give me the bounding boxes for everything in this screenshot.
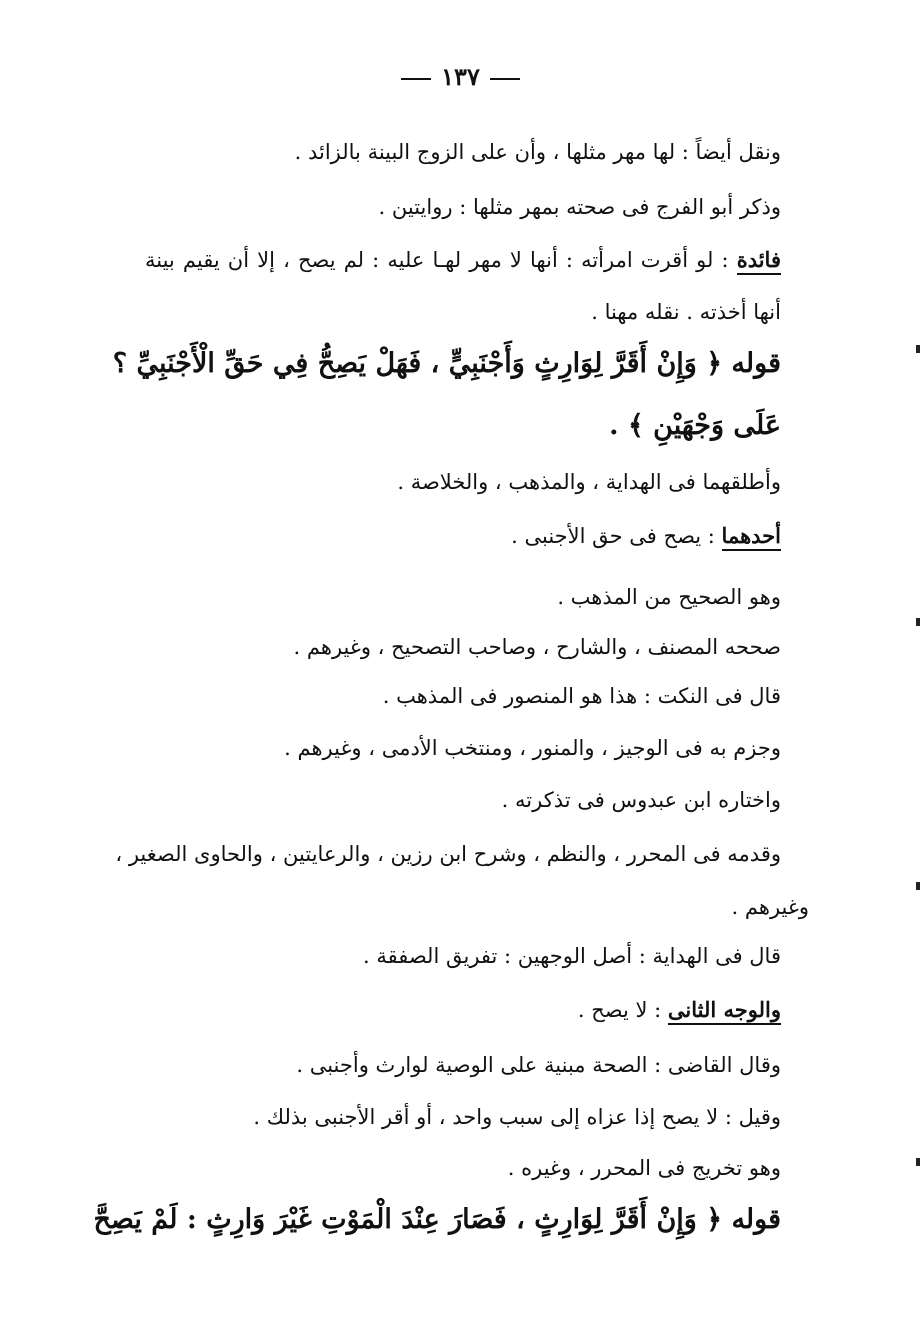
text-line (508, 1148, 781, 1188)
text-line (295, 132, 781, 172)
line-text: وهو تخريج فى المحرر ، وغيره . (507, 1156, 781, 1180)
section-heading: والوجه الثانى (668, 997, 781, 1025)
margin-mark (916, 618, 920, 626)
line-text: وجزم به فى الوجيز ، والمنور ، ومنتخب الأدمى ، وغيرهم . (284, 736, 781, 760)
text-line (578, 990, 781, 1030)
section-heading: أحدهما (722, 523, 781, 551)
line-text: وأطلقهما فى الهداية ، والمذهب ، والخلاصة . (397, 470, 781, 494)
line-text: واختاره ابن عبدوس فى تذكرته . (501, 788, 781, 812)
line-text: قال فى النكت : هذا هو المنصور فى المذهب . (382, 684, 781, 708)
text-line (115, 834, 781, 874)
line-text: وهو الصحيح من المذهب . (557, 585, 781, 609)
margin-mark (916, 1158, 920, 1166)
line-text: ونقل أيضاً : لها مهر مثلها ، وأن على الزوج البينة بالزائد . (294, 140, 781, 164)
text-line (296, 1045, 781, 1085)
quoted-text-line (93, 1196, 781, 1244)
page-number-text: ١٣٧ (441, 62, 480, 91)
line-text: وذكر أبو الفرج فى صحته بمهر مثلها : روايتين . (378, 195, 781, 219)
line-text: قال فى الهداية : أصل الوجهين : تفريق الصفقة . (362, 944, 781, 968)
text-line (363, 936, 781, 976)
line-text: وغيرهم . (731, 895, 809, 919)
section-heading: فائدة (737, 247, 781, 275)
line-text: صححه المصنف ، والشارح ، وصاحب التصحيح ، وغيرهم . (293, 635, 781, 659)
quote-text: عَلَى وَجْهَيْنِ ﴾ . (609, 410, 781, 441)
text-line (145, 240, 781, 280)
text-line (294, 627, 781, 667)
line-text: : لو أقرت امرأته : أنها لا مهر لهـا عليه : لم يصح ، إلا أن يقيم بينة (145, 248, 737, 272)
quote-text: قوله ﴿ وَإِنْ أَقَرَّ لِوَارِثٍ ، فَصَارَ عِنْدَ الْمَوْتِ غَيْرَ وَارِثٍ : لَمْ يَصِحَّ (93, 1204, 781, 1235)
line-text: وقيل : لا يصح إذا عزاه إلى سبب واحد ، أو أقر الأجنبى بذلك . (253, 1105, 781, 1129)
margin-mark (916, 882, 920, 890)
line-text: وقدمه فى المحرر ، والنظم ، وشرح ابن رزين ، والرعايتين ، والحاوى الصغير ، (115, 842, 781, 866)
line-text: وقال القاضى : الصحة مبنية على الوصية لوارث وأجنبى . (296, 1053, 781, 1077)
line-text: : يصح فى حق الأجنبى . (511, 524, 722, 548)
text-line (502, 780, 781, 820)
text-line (732, 887, 809, 927)
text-line (511, 516, 781, 556)
text-line (284, 728, 781, 768)
text-line (383, 676, 781, 716)
page-number (0, 62, 921, 91)
line-text: أنها أخذته . نقله مهنا . (591, 300, 781, 324)
line-text: : لا يصح . (577, 998, 668, 1022)
text-line (591, 292, 781, 332)
text-line (253, 1097, 781, 1137)
quoted-text-line (609, 402, 781, 450)
right-dash (401, 78, 431, 80)
quote-text: قوله ﴿ وَإِنْ أَقَرَّ لِوَارِثٍ وَأَجْنَبِيٍّ ، فَهَلْ يَصِحُّ فِي حَقِّ الْأَجْنَبِيِّ ؟ (112, 348, 781, 379)
text-line (397, 462, 781, 502)
text-line (557, 577, 781, 617)
margin-mark (916, 345, 920, 353)
left-dash (490, 78, 520, 80)
quoted-text-line (112, 340, 781, 388)
text-line (379, 187, 781, 227)
